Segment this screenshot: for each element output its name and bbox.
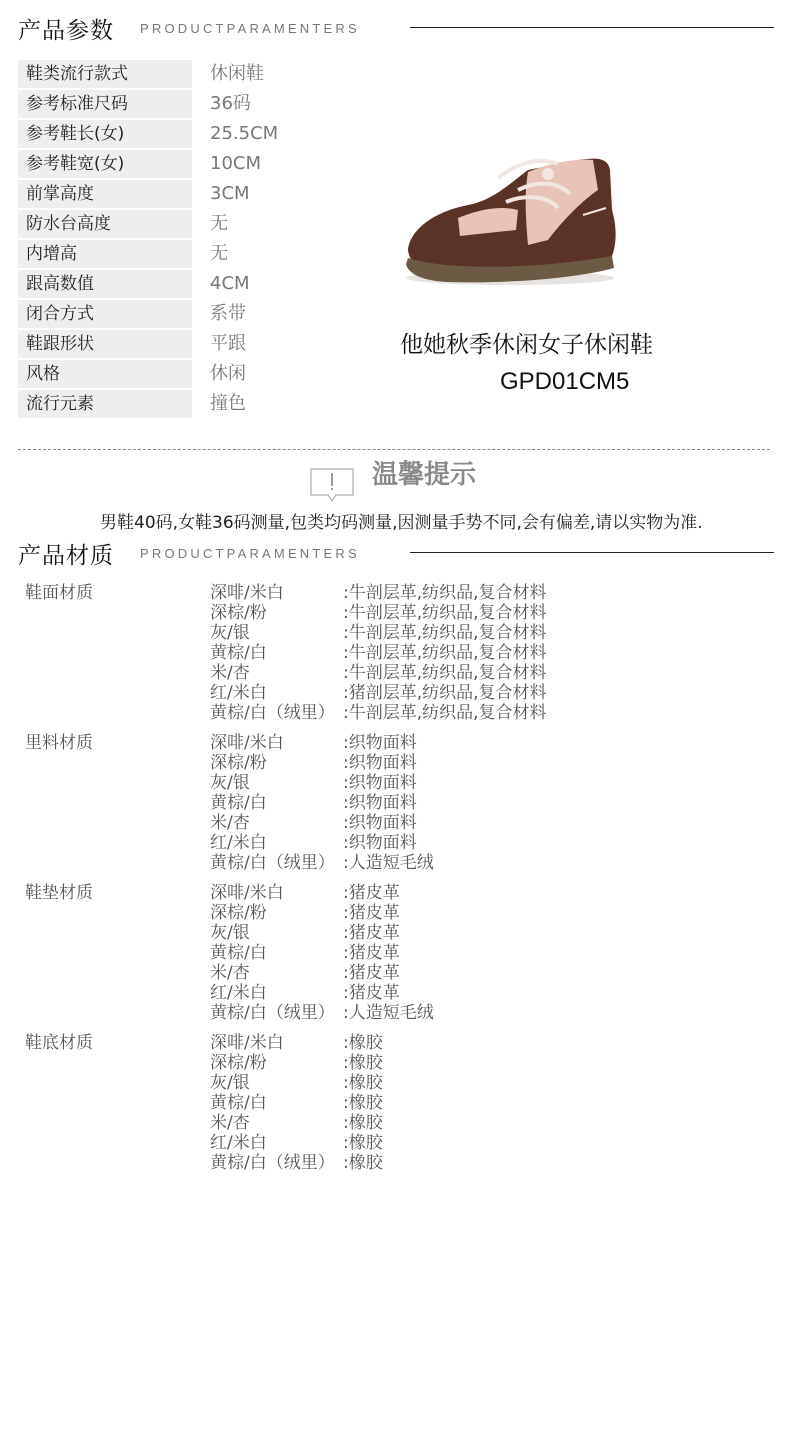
material-text: 橡胶: [348, 1053, 383, 1073]
material-row: [210, 1093, 625, 1113]
param-value: 系带: [210, 303, 246, 324]
material-value: [343, 833, 417, 853]
param-key: 风格: [18, 360, 192, 388]
param-row: [18, 149, 378, 179]
param-row: [18, 359, 378, 389]
param-value: 休闲: [210, 363, 246, 384]
material-color: 红/米白: [210, 683, 267, 703]
material-text: 橡胶: [348, 1033, 383, 1053]
param-row: [18, 89, 378, 119]
material-row: [210, 943, 625, 963]
param-value: 3CM: [210, 183, 250, 204]
material-text: 猪皮革: [348, 903, 400, 923]
material-row: [210, 1113, 625, 1133]
material-color: 红/米白: [210, 1133, 267, 1153]
material-row: [210, 643, 625, 663]
params-section-header: [18, 12, 774, 46]
material-value: [343, 793, 417, 813]
material-group-label: 里料材质: [25, 733, 93, 753]
exclamation-bubble-icon: [310, 468, 354, 502]
material-text: 织物面料: [348, 833, 417, 853]
material-value: [343, 853, 434, 873]
param-value: 平跟: [210, 333, 246, 354]
product-params-table: [18, 59, 378, 419]
material-color: 黄棕/白（绒里）: [210, 1003, 335, 1023]
material-color: 灰/银: [210, 923, 250, 943]
material-row: [210, 793, 625, 813]
tip-title: 温馨提示: [372, 460, 477, 490]
material-color: 深棕/粉: [210, 603, 267, 623]
material-value: [343, 1153, 383, 1173]
material-row: [210, 1153, 625, 1173]
colon-separator: :: [343, 943, 349, 963]
material-text: 牛剖层革,纺织品,复合材料: [348, 643, 547, 663]
colon-separator: :: [343, 833, 349, 853]
material-row: [210, 583, 625, 603]
colon-separator: :: [343, 923, 349, 943]
material-group-label: 鞋垫材质: [25, 883, 93, 903]
material-value: [343, 883, 400, 903]
material-value: [343, 623, 547, 643]
material-color: 灰/银: [210, 773, 250, 793]
param-row: [18, 209, 378, 239]
param-key: 鞋类流行款式: [18, 60, 192, 88]
material-color: 灰/银: [210, 623, 250, 643]
material-color: 深啡/米白: [210, 583, 284, 603]
colon-separator: :: [343, 1033, 349, 1053]
colon-separator: :: [343, 853, 349, 873]
param-key: 参考鞋长(女): [18, 120, 192, 148]
material-row: [210, 853, 625, 873]
colon-separator: :: [343, 1003, 349, 1023]
params-section-subtitle: PRODUCTPARAMENTERS: [140, 21, 360, 36]
material-value: [343, 983, 400, 1003]
material-color: 米/杏: [210, 813, 250, 833]
colon-separator: :: [343, 1073, 349, 1093]
colon-separator: :: [343, 643, 349, 663]
material-row: [210, 1133, 625, 1153]
param-key: 跟高数值: [18, 270, 192, 298]
material-value: [343, 923, 400, 943]
param-value: 无: [210, 213, 228, 234]
material-text: 织物面料: [348, 773, 417, 793]
material-row: [210, 663, 625, 683]
param-value: 36码: [210, 93, 251, 114]
param-value: 25.5CM: [210, 123, 279, 144]
material-value: [343, 1053, 383, 1073]
param-row: [18, 179, 378, 209]
colon-separator: :: [343, 1153, 349, 1173]
material-group: [25, 1033, 625, 1173]
material-row: [210, 703, 625, 723]
material-value: [343, 1093, 383, 1113]
param-key: 闭合方式: [18, 300, 192, 328]
material-value: [343, 663, 547, 683]
material-color: 黄棕/白: [210, 643, 267, 663]
colon-separator: :: [343, 1053, 349, 1073]
material-value: [343, 703, 547, 723]
material-color: 深棕/粉: [210, 903, 267, 923]
colon-separator: :: [343, 1093, 349, 1113]
material-color: 黄棕/白: [210, 943, 267, 963]
colon-separator: :: [343, 623, 349, 643]
material-value: [343, 903, 400, 923]
params-section-title: 产品参数: [18, 18, 114, 44]
material-text: 织物面料: [348, 793, 417, 813]
material-row: [210, 833, 625, 853]
colon-separator: :: [343, 903, 349, 923]
param-value: 休闲鞋: [210, 63, 264, 84]
divider-line: [410, 27, 774, 28]
material-value: [343, 733, 417, 753]
material-color: 深棕/粉: [210, 1053, 267, 1073]
material-value: [343, 1033, 383, 1053]
material-text: 猪皮革: [348, 963, 400, 983]
param-key: 前掌高度: [18, 180, 192, 208]
colon-separator: :: [343, 813, 349, 833]
material-row: [210, 623, 625, 643]
materials-section-subtitle: PRODUCTPARAMENTERS: [140, 546, 360, 561]
materials-list: [25, 583, 625, 1173]
divider-line: [410, 552, 774, 553]
material-text: 橡胶: [348, 1093, 383, 1113]
material-text: 人造短毛绒: [348, 853, 434, 873]
param-key: 参考鞋宽(女): [18, 150, 192, 178]
colon-separator: :: [343, 793, 349, 813]
material-row: [210, 813, 625, 833]
param-key: 参考标准尺码: [18, 90, 192, 118]
material-color: 米/杏: [210, 1113, 250, 1133]
material-value: [343, 603, 547, 623]
colon-separator: :: [343, 1113, 349, 1133]
param-row: [18, 269, 378, 299]
material-text: 牛剖层革,纺织品,复合材料: [348, 603, 547, 623]
material-group: [25, 583, 625, 723]
material-row: [210, 983, 625, 1003]
product-name: 他她秋季休闲女子休闲鞋: [400, 332, 653, 358]
material-value: [343, 583, 547, 603]
colon-separator: :: [343, 983, 349, 1003]
material-text: 橡胶: [348, 1073, 383, 1093]
material-value: [343, 943, 400, 963]
material-value: [343, 963, 400, 983]
material-row: [210, 773, 625, 793]
colon-separator: :: [343, 733, 349, 753]
param-row: [18, 119, 378, 149]
material-row: [210, 1003, 625, 1023]
material-color: 深棕/粉: [210, 753, 267, 773]
material-value: [343, 1133, 383, 1153]
material-color: 黄棕/白: [210, 793, 267, 813]
param-value: 撞色: [210, 393, 246, 414]
material-group: [25, 883, 625, 1023]
material-value: [343, 1113, 383, 1133]
param-value: 4CM: [210, 273, 250, 294]
tip-text: 男鞋40码,女鞋36码测量,包类均码测量,因测量手势不同,会有偏差,请以实物为准.: [100, 513, 703, 533]
param-row: [18, 239, 378, 269]
colon-separator: :: [343, 703, 349, 723]
material-text: 橡胶: [348, 1113, 383, 1133]
colon-separator: :: [343, 583, 349, 603]
param-value: 10CM: [210, 153, 262, 174]
material-text: 牛剖层革,纺织品,复合材料: [348, 623, 547, 643]
colon-separator: :: [343, 603, 349, 623]
material-color: 黄棕/白（绒里）: [210, 853, 335, 873]
material-value: [343, 1073, 383, 1093]
material-color: 红/米白: [210, 833, 267, 853]
param-key: 流行元素: [18, 390, 192, 418]
material-text: 猪皮革: [348, 923, 400, 943]
material-row: [210, 923, 625, 943]
material-text: 橡胶: [348, 1133, 383, 1153]
param-key: 鞋跟形状: [18, 330, 192, 358]
material-value: [343, 1003, 434, 1023]
material-row: [210, 753, 625, 773]
material-color: 深啡/米白: [210, 1033, 284, 1053]
colon-separator: :: [343, 663, 349, 683]
colon-separator: :: [343, 963, 349, 983]
material-text: 织物面料: [348, 813, 417, 833]
material-text: 猪皮革: [348, 943, 400, 963]
material-value: [343, 643, 547, 663]
material-group: [25, 733, 625, 873]
material-row: [210, 883, 625, 903]
material-row: [210, 963, 625, 983]
material-color: 米/杏: [210, 663, 250, 683]
colon-separator: :: [343, 883, 349, 903]
colon-separator: :: [343, 1133, 349, 1153]
param-value: 无: [210, 243, 228, 264]
material-value: [343, 813, 417, 833]
material-text: 牛剖层革,纺织品,复合材料: [348, 583, 547, 603]
param-key: 内增高: [18, 240, 192, 268]
material-text: 人造短毛绒: [348, 1003, 434, 1023]
param-row: [18, 329, 378, 359]
product-shoe-image: [398, 150, 624, 290]
material-text: 牛剖层革,纺织品,复合材料: [348, 663, 547, 683]
material-text: 猪剖层革,纺织品,复合材料: [348, 683, 547, 703]
material-text: 猪皮革: [348, 883, 400, 903]
material-row: [210, 733, 625, 753]
material-value: [343, 683, 547, 703]
materials-section-title: 产品材质: [18, 543, 114, 569]
param-key: 防水台高度: [18, 210, 192, 238]
material-color: 黄棕/白（绒里）: [210, 703, 335, 723]
material-row: [210, 903, 625, 923]
dashed-divider: [18, 449, 770, 450]
material-row: [210, 1073, 625, 1093]
material-color: 黄棕/白: [210, 1093, 267, 1113]
material-row: [210, 603, 625, 623]
material-value: [343, 773, 417, 793]
material-row: [210, 1053, 625, 1073]
param-row: [18, 59, 378, 89]
product-code: GPD01CM5: [500, 368, 630, 395]
colon-separator: :: [343, 683, 349, 703]
colon-separator: :: [343, 773, 349, 793]
colon-separator: :: [343, 753, 349, 773]
param-row: [18, 299, 378, 329]
material-group-label: 鞋面材质: [25, 583, 93, 603]
material-color: 红/米白: [210, 983, 267, 1003]
material-color: 灰/银: [210, 1073, 250, 1093]
material-value: [343, 753, 417, 773]
material-color: 黄棕/白（绒里）: [210, 1153, 335, 1173]
material-group-label: 鞋底材质: [25, 1033, 93, 1053]
material-text: 橡胶: [348, 1153, 383, 1173]
material-color: 米/杏: [210, 963, 250, 983]
material-text: 牛剖层革,纺织品,复合材料: [348, 703, 547, 723]
material-text: 猪皮革: [348, 983, 400, 1003]
material-color: 深啡/米白: [210, 733, 284, 753]
material-row: [210, 683, 625, 703]
materials-section-header: [18, 537, 774, 571]
material-row: [210, 1033, 625, 1053]
material-text: 织物面料: [348, 753, 417, 773]
material-text: 织物面料: [348, 733, 417, 753]
material-color: 深啡/米白: [210, 883, 284, 903]
param-row: [18, 389, 378, 419]
